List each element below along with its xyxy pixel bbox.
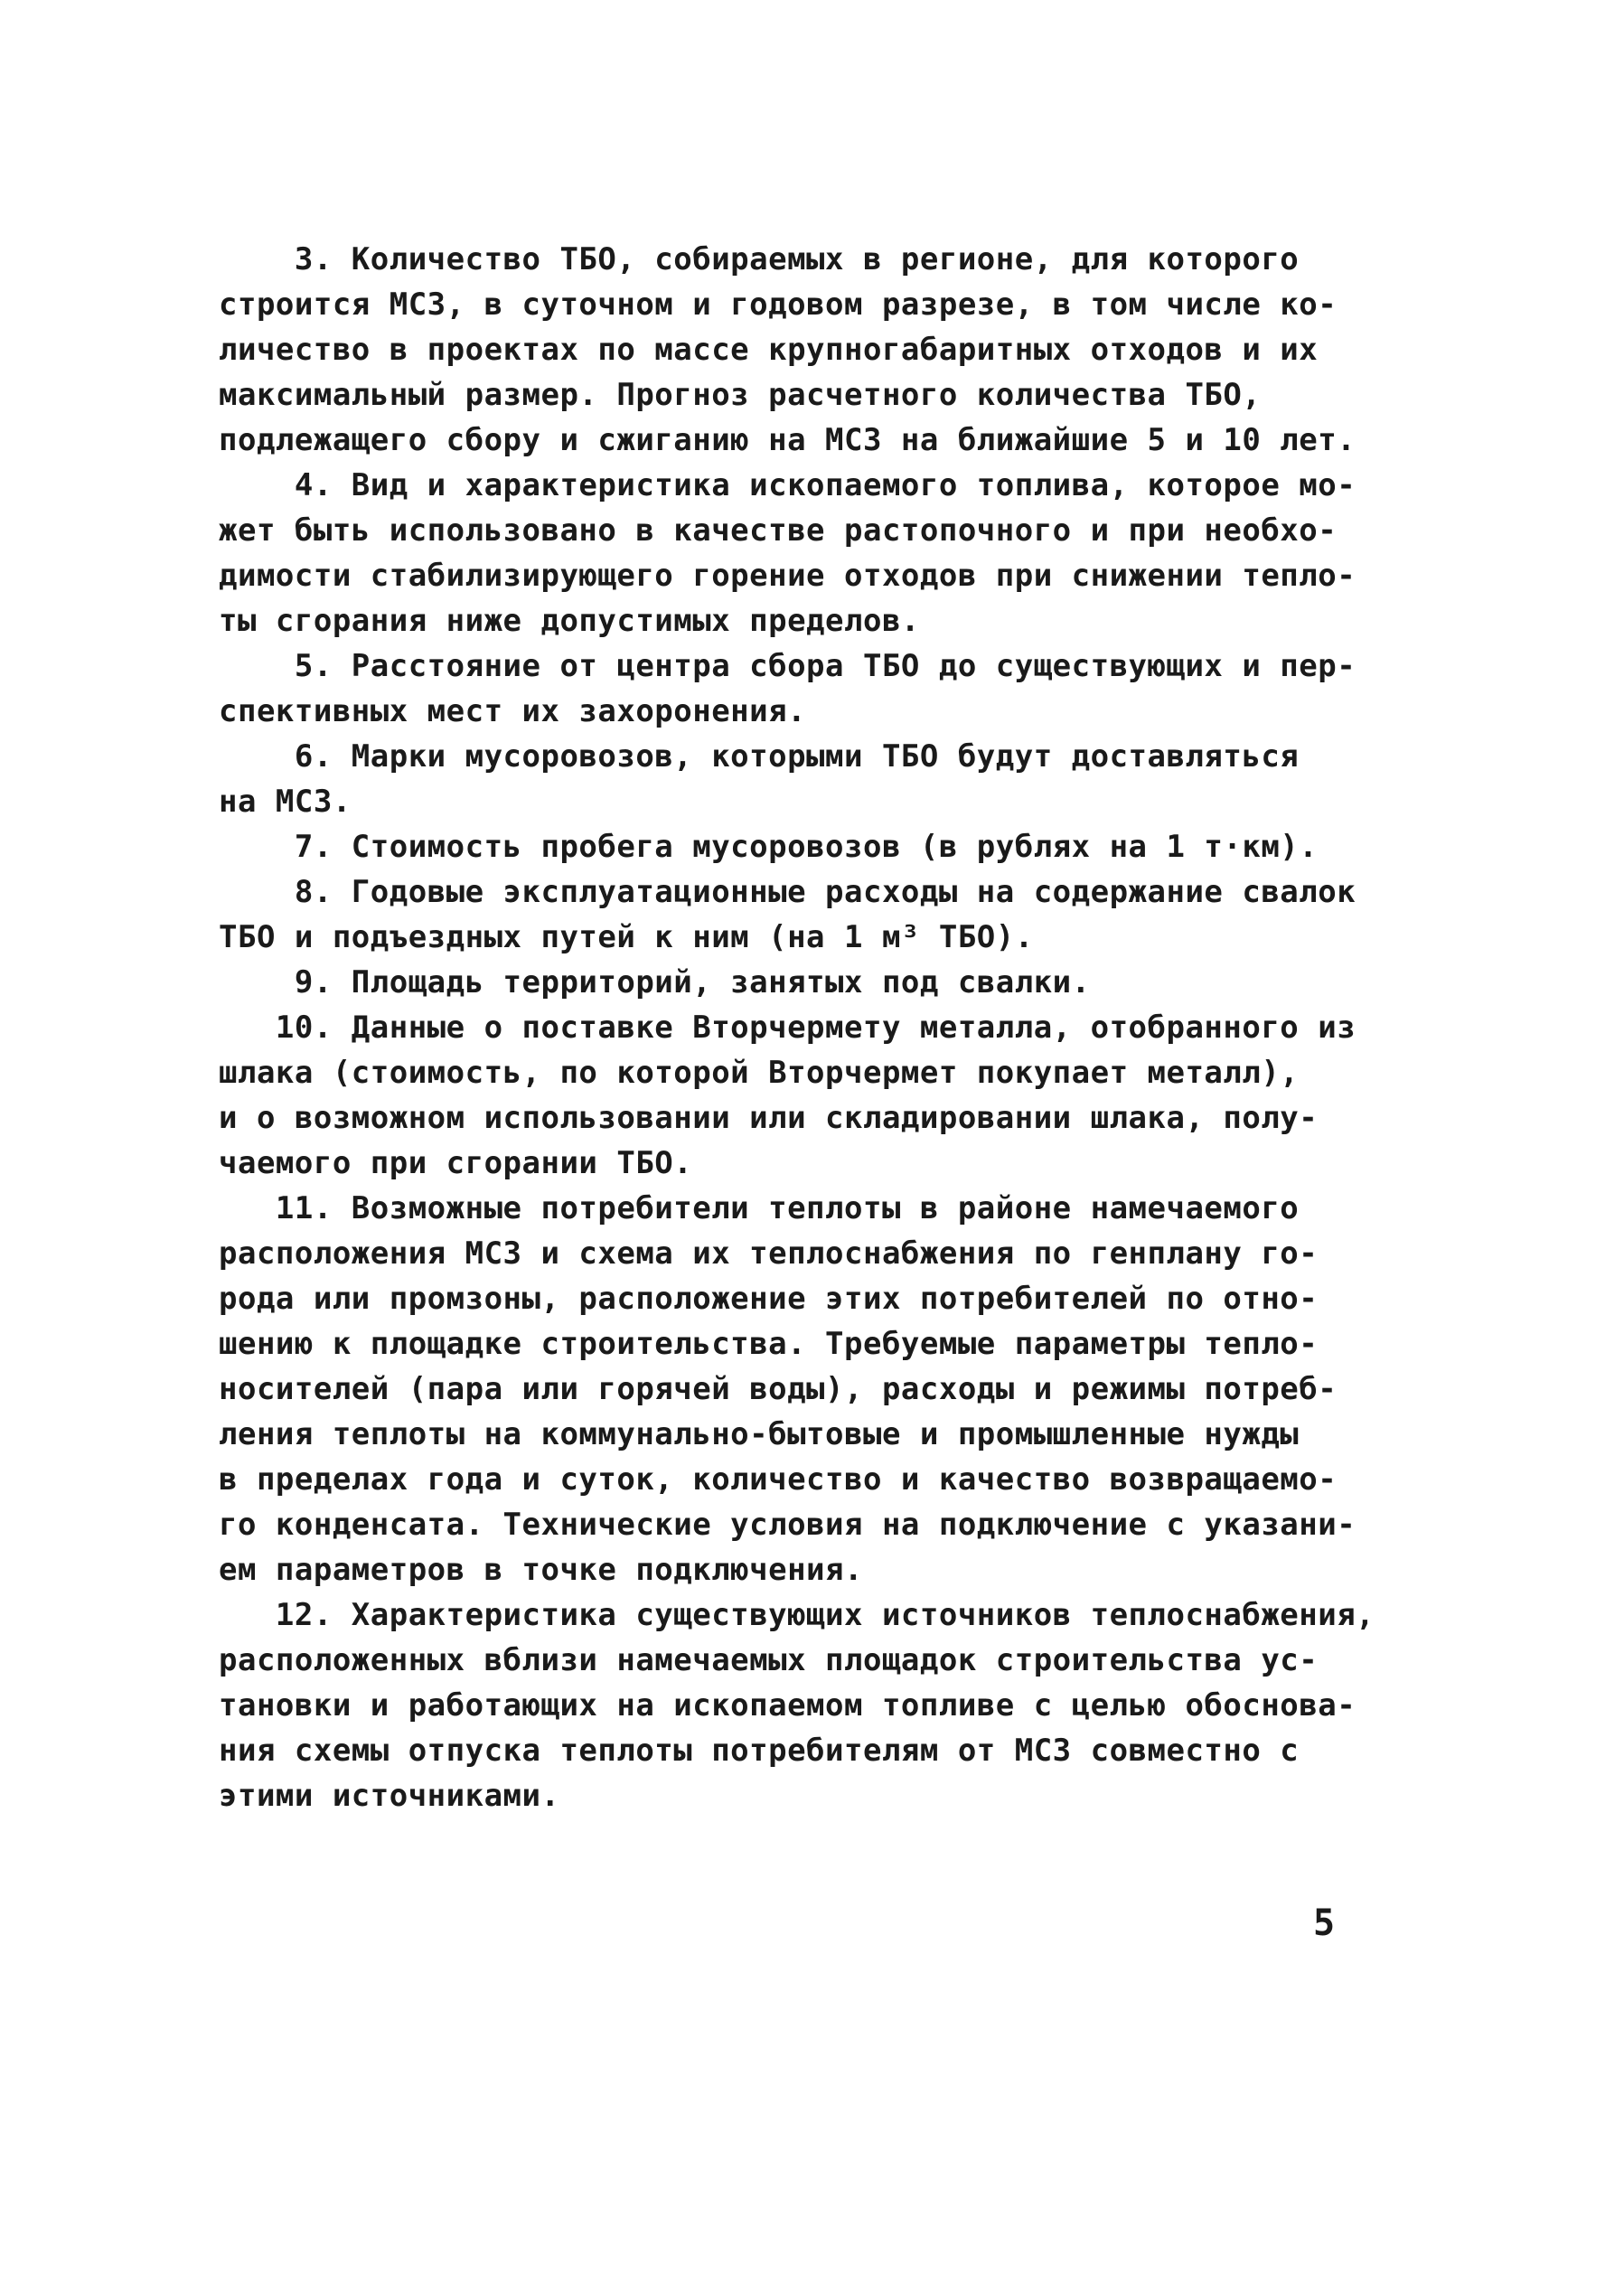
text-line: строится МСЗ, в суточном и годовом разрезе, в том числе ко-: [219, 286, 1338, 323]
text-line: подлежащего сбору и сжиганию на МСЗ на ближайшие 5 и 10 лет.: [219, 422, 1356, 458]
text-line: этими источниками.: [219, 1778, 560, 1814]
text-line: спективных мест их захоронения.: [219, 693, 807, 729]
text-line: 10. Данные о поставке Вторчермету металла, отобранного из: [219, 1010, 1356, 1046]
text-line: 5. Расстояние от центра сбора ТБО до существующих и пер-: [219, 648, 1356, 684]
page-number: 5: [1313, 1902, 1336, 1944]
text-line: 3. Количество ТБО, собираемых в регионе, для которого: [219, 241, 1300, 277]
text-line: максимальный размер. Прогноз расчетного количества ТБО,: [219, 377, 1262, 413]
text-line: расположенных вблизи намечаемых площадок строительства ус-: [219, 1642, 1319, 1678]
text-line: расположения МСЗ и схема их теплоснабжения по генплану го-: [219, 1235, 1319, 1272]
text-line: и о возможном использовании или складировании шлака, полу-: [219, 1100, 1319, 1136]
text-line: шению к площадке строительства. Требуемые параметры тепло-: [219, 1326, 1319, 1362]
text-line: тановки и работающих на ископаемом топливе с целью обоснова-: [219, 1687, 1356, 1724]
text-line: ты сгорания ниже допустимых пределов.: [219, 603, 920, 639]
text-line: 7. Стоимость пробега мусоровозов (в рублях на 1 т·км).: [219, 829, 1319, 865]
text-line: рода или промзоны, расположение этих потребителей по отно-: [219, 1281, 1319, 1317]
text-line: шлака (стоимость, по которой Вторчермет покупает металл),: [219, 1055, 1300, 1091]
text-line: димости стабилизирующего горение отходов при снижении тепло-: [219, 558, 1356, 594]
text-line: носителей (пара или горячей воды), расходы и режимы потреб-: [219, 1371, 1338, 1407]
text-line: ления теплоты на коммунально-бытовые и промышленные нужды: [219, 1416, 1300, 1452]
text-line: ТБО и подъездных путей к ним (на 1 м³ ТБО).: [219, 919, 1034, 955]
text-line: 9. Площадь территорий, занятых под свалки.: [219, 964, 1091, 1000]
text-line: 4. Вид и характеристика ископаемого топлива, которое мо-: [219, 467, 1356, 503]
document-body: [219, 237, 1377, 1818]
text-line: личество в проектах по массе крупногабаритных отходов и их: [219, 332, 1319, 368]
text-line: 11. Возможные потребители теплоты в районе намечаемого: [219, 1190, 1300, 1226]
text-line: 12. Характеристика существующих источников теплоснабжения,: [219, 1597, 1375, 1633]
text-line: 6. Марки мусоровозов, которыми ТБО будут доставляться: [219, 738, 1300, 775]
text-line: 8. Годовые эксплуатационные расходы на содержание свалок: [219, 874, 1356, 910]
text-line: го конденсата. Технические условия на подключение с указани-: [219, 1507, 1356, 1543]
text-line: чаемого при сгорании ТБО.: [219, 1145, 693, 1181]
text-line: в пределах года и суток, количество и качество возвращаемо-: [219, 1461, 1338, 1498]
text-line: ем параметров в точке подключения.: [219, 1552, 863, 1588]
text-line: жет быть использовано в качестве растопочного и при необхо-: [219, 512, 1338, 549]
text-line: ния схемы отпуска теплоты потребителям от МСЗ совместно с: [219, 1733, 1300, 1769]
text-line: на МСЗ.: [219, 784, 352, 820]
